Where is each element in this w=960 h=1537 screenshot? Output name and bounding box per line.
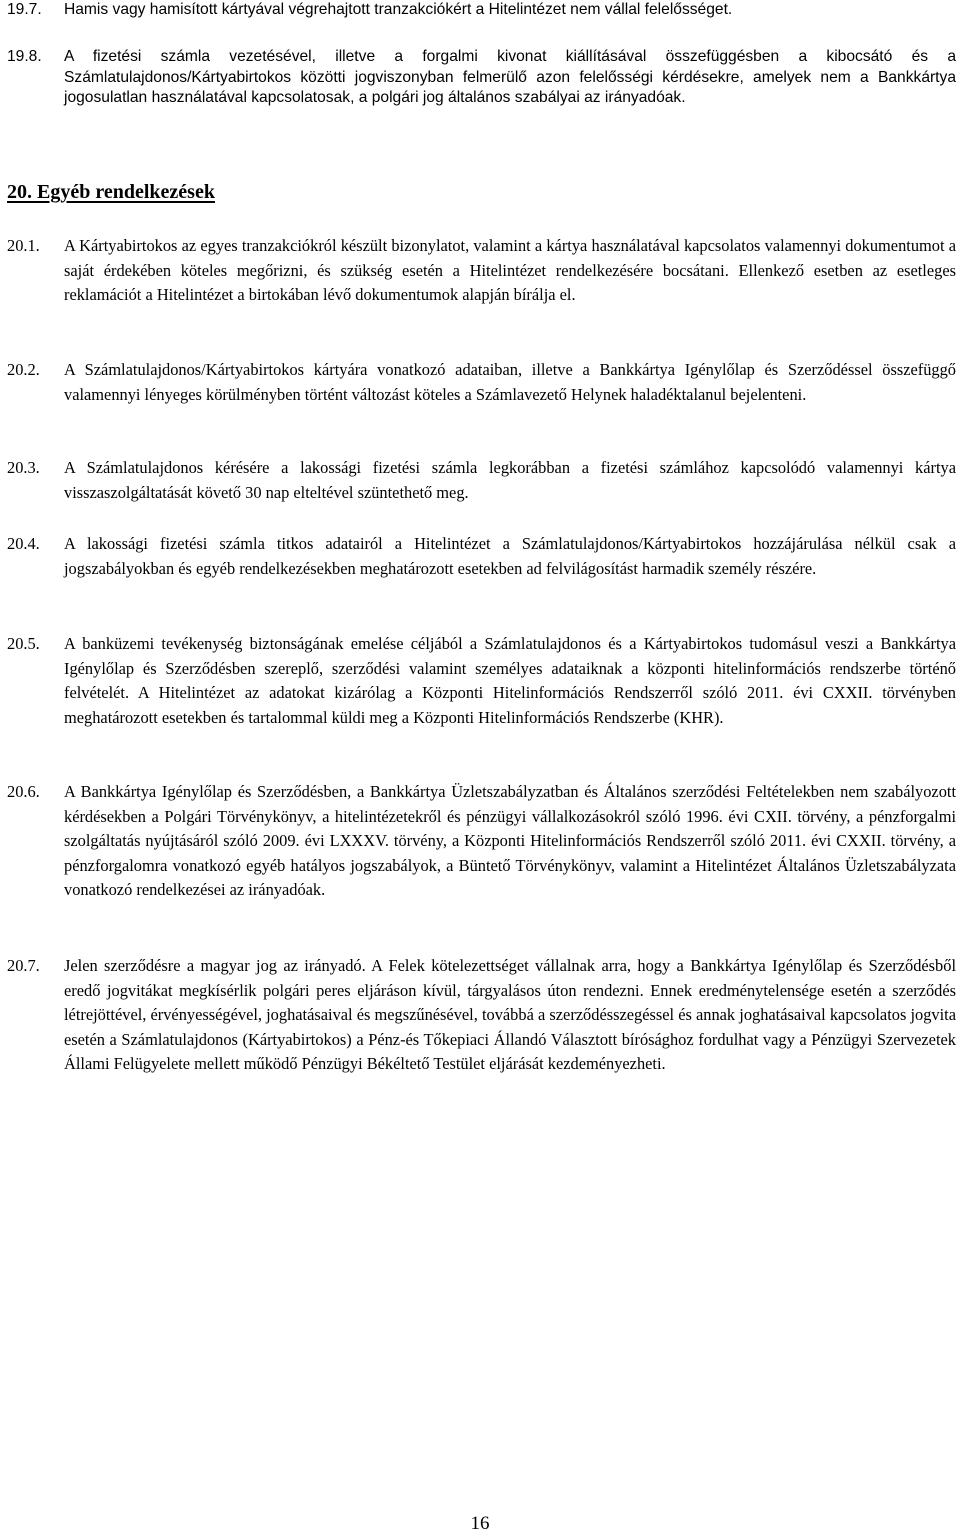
clause-number: 20.7. — [7, 956, 40, 975]
clause-number: 20.4. — [7, 534, 40, 553]
section-heading: 20. Egyéb rendelkezések — [7, 181, 215, 203]
clause-number: 19.7. — [7, 1, 42, 18]
page-number: 16 — [470, 1513, 490, 1534]
clause-text: A Számlatulajdonos kérésére a lakossági fizetési számla legkorábban a fizetési számlához kapcsolódó valamennyi kártya visszaszolgáltatását követő 30 nap elteltével szüntethető meg. — [64, 458, 956, 502]
clause-number: 20.2. — [7, 360, 40, 379]
clause-text: A Számlatulajdonos/Kártyabirtokos kártyára vonatkozó adataiban, illetve a Bankkártya Igénylőlap és Szerződéssel összefüggő valamennyi lényeges körülményben történt változást köteles a Számlavezető Helynek haladéktalanul bejelenteni. — [64, 360, 956, 404]
clause-text: A Bankkártya Igénylőlap és Szerződésben, a Bankkártya Üzletszabályzatban és Általános szerződési Feltételekben nem szabályozott kérdésekben a Polgári Törvénykönyv, a hitelintézetekről és pénzügyi vállalkozásokról szóló 1996. évi CXII. törvény, a pénzforgalmi szolgáltatás nyújtásáról szóló 2009. évi LXXXV. törvény, a Központi Hitelinformációs Rendszerről szóló 2011. évi CXXII. törvény, a pénzforgalomra vonatkozó egyéb hatályos jogszabályok, a Büntető Törvénykönyv, valamint a Hitelintézet Általános Üzletszabályzata vonatkozó rendelkezései az irányadóak. — [64, 782, 956, 900]
clause-number: 20.3. — [7, 458, 40, 477]
clause-text: A fizetési számla vezetésével, illetve a forgalmi kivonat kiállításával összefüggésben a kibocsátó és a Számlatulajdonos/Kártyabirtokos közötti jogviszonyban felmerülő azon felelősségi kérdésekre, amelyek nem a Bankkártya jogosulatlan használatával kapcsolatosak, a polgári jog általános szabályai az irányadóak. — [64, 48, 956, 106]
clause-number: 20.5. — [7, 634, 40, 653]
clause-text: A Kártyabirtokos az egyes tranzakciókról készült bizonylatot, valamint a kártya használatával kapcsolatos valamennyi dokumentumot a saját érdekében köteles megőrizni, és szükség esetén a Hitelintézet rendelkezésére bocsátani. Ellenkező esetben az esetleges reklamációt a Hitelintézet a birtokában lévő dokumentumok alapján bírálja el. — [64, 236, 956, 305]
clause-text: A lakossági fizetési számla titkos adatairól a Hitelintézet a Számlatulajdonos/Kártyabirtokos hozzájárulása nélkül csak a jogszabályokban és egyéb rendelkezésekben meghatározott esetekben ad felvilágosítást harmadik személy részére. — [64, 534, 956, 578]
clause-text: Hamis vagy hamisított kártyával végrehajtott tranzakciókért a Hitelintézet nem vállal felelősséget. — [64, 1, 733, 18]
clause-text: A banküzemi tevékenység biztonságának emelése céljából a Számlatulajdonos és a Kártyabirtokos tudomásul veszi a Bankkártya Igénylőlap és Szerződésben szereplő, szerződési valamint személyes adataiknak a központi hitelinformációs rendszerbe történő felvételét. A Hitelintézet az adatokat kizárólag a Központi Hitelinformációs Rendszerről szóló 2011. évi CXXII. törvényben meghatározott esetekben és tartalommal küldi meg a Központi Hitelinformációs Rendszerbe (KHR). — [64, 634, 956, 727]
clause-number: 20.1. — [7, 236, 40, 255]
clause-text: Jelen szerződésre a magyar jog az irányadó. A Felek kötelezettséget vállalnak arra, hogy a Bankkártya Igénylőlap és Szerződésből eredő jogvitákat megkísérlik polgári peres eljáráson kívül, tárgyalásos úton rendezni. Ennek eredménytelensége esetén a szerződés létrejöttével, érvényességével, joghatásaival és megszűnésével, továbbá a szerződésszegéssel és annak joghatásaival kapcsolatos jogvita esetén a Számlatulajdonos (Kártyabirtokos) a Pénz-és Tőkepiaci Állandó Választott bírósághoz fordulhat vagy a Pénzügyi Szervezetek Állami Felügyelete mellett működő Pénzügyi Békéltető Testület eljárását kezdeményezheti. — [64, 956, 956, 1074]
clause-number: 20.6. — [7, 782, 40, 801]
clause-number: 19.8. — [7, 48, 42, 65]
